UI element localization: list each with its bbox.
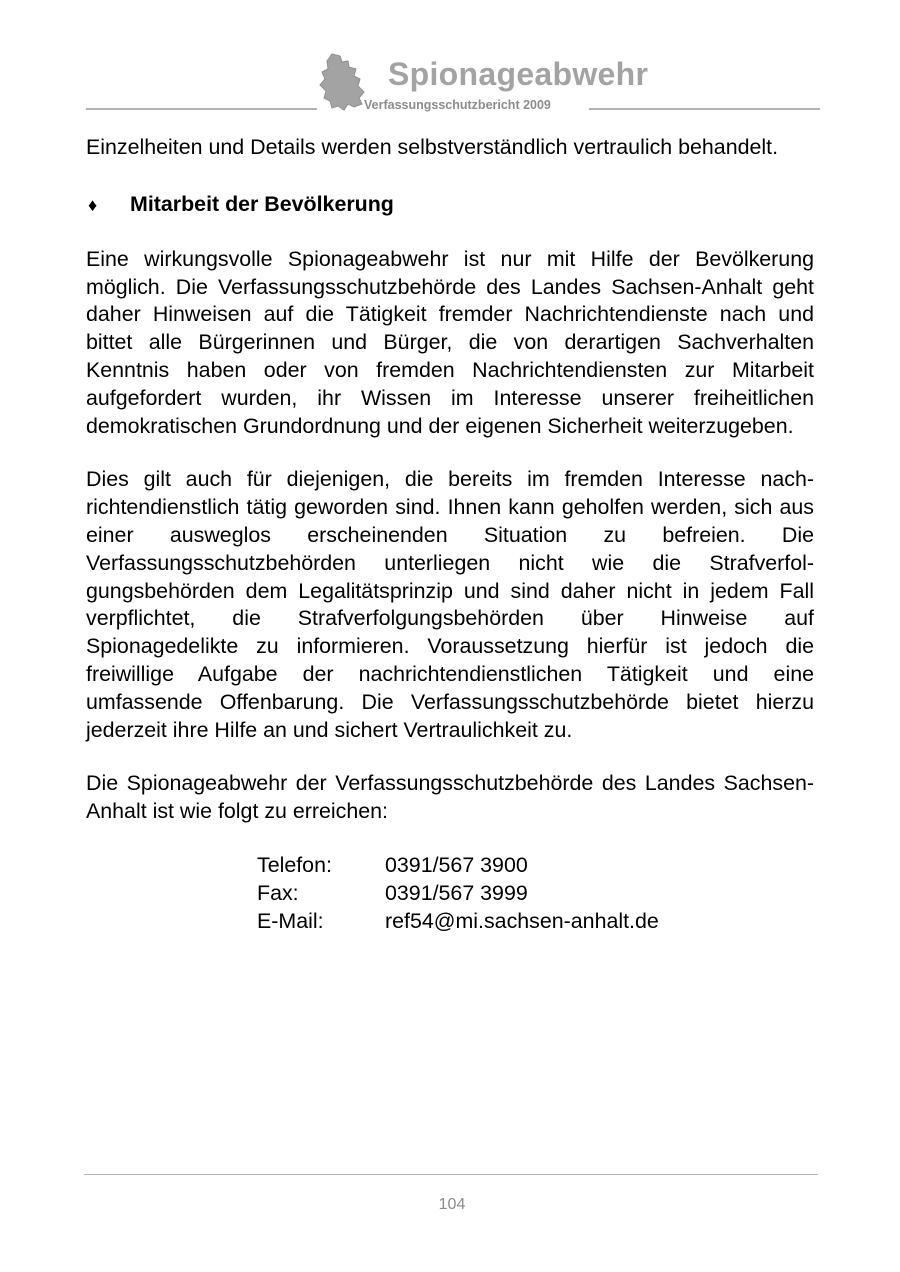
header-rule-right [589, 108, 820, 110]
diamond-bullet-icon: ♦ [88, 194, 98, 215]
paragraph-cooperation: Eine wirkungsvolle Spionageabwehr ist nur mit Hilfe der Bevölkerung möglich. Die Verfassungsschutzbehörde des Landes Sachsen-Anhalt geht daher Hinweisen auf die Tätigkeit fremder Nachrichtendienste nach und bittet alle Bürgerinnen und Bürger, die von derartigen Sachverhalten Kenntnis haben oder von fremden Nachrichtendiensten zur Mitarbeit aufgefordert wurden, ihr Wissen im Interesse unserer freiheitlichen demokratischen Grundordnung und der eigenen Sicherheit weiterzugeben. [86, 246, 814, 438]
contact-email-value[interactable]: ref54@mi.sachsen-anhalt.de [385, 908, 659, 933]
contact-value: 0391/567 3900 [385, 852, 528, 877]
contact-list [86, 852, 814, 935]
contact-label: Telefon: [257, 852, 332, 877]
contact-row-phone [257, 852, 814, 880]
header-title: Spionageabwehr [388, 56, 649, 92]
contact-row-email [257, 908, 814, 936]
contact-value: 0391/567 3999 [385, 880, 528, 905]
header-subtitle: Verfassungsschutzbericht 2009 [364, 98, 551, 112]
page-header [0, 50, 900, 120]
contact-label: Fax: [257, 880, 299, 905]
section-heading [86, 190, 814, 218]
contact-label: E-Mail: [257, 908, 324, 933]
page-body [86, 134, 814, 935]
paragraph-contact-intro: Die Spionageabwehr der Verfassungsschutzbehörde des Landes Sachsen-Anhalt ist wie folgt zu erreichen: [86, 771, 814, 824]
section-heading-text: Mitarbeit der Bevölkerung [130, 191, 394, 216]
intro-paragraph: Einzelheiten und Details werden selbstverständlich vertraulich behandelt. [86, 135, 779, 159]
header-rule-left [86, 108, 317, 110]
paragraph-former-agents: Dies gilt auch für diejenigen, die bereits im fremden Interesse nachrichtendienstlich tätig geworden sind. Ihnen kann geholfen werden, sich aus einer ausweglos erscheinenden Situation zu befreien. Die Verfassungsschutzbehörden unterliegen nicht wie die Strafverfolgungsbehörden dem Legalitätsprinzip und sind daher nicht in jedem Fall verpflichtet, die Strafverfolgungsbehörden über Hinweise auf Spionagedelikte zu informieren. Voraussetzung hierfür ist jedoch die freiwillige Aufgabe der nachrichtendienstlichen Tätigkeit und eine umfassende Offenbarung. Die Verfassungsschutzbehörde bietet hierzu jederzeit ihre Hilfe an und sichert Vertraulichkeit zu. [86, 467, 814, 742]
footer-rule [84, 1174, 818, 1175]
page-number: 104 [438, 1196, 466, 1213]
contact-row-fax [257, 880, 814, 908]
saxony-anhalt-map-icon [318, 52, 366, 112]
